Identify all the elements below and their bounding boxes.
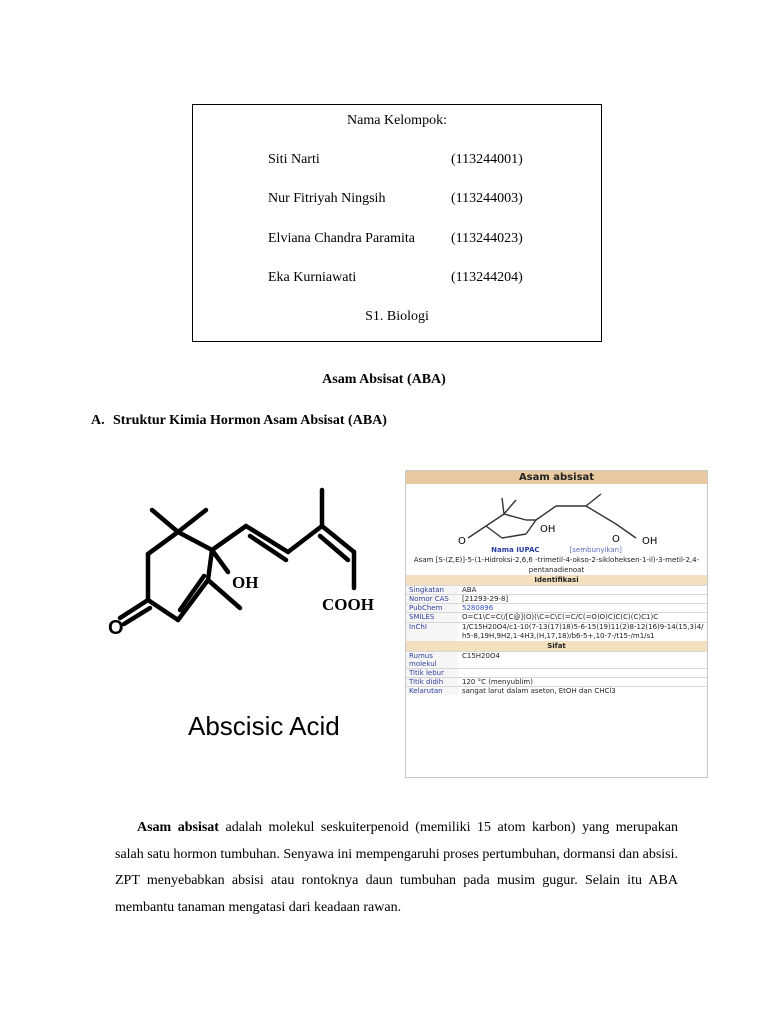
member-id: (113244003) <box>451 191 523 206</box>
info-row <box>406 612 707 622</box>
section-title: Struktur Kimia Hormon Asam Absisat (ABA) <box>113 413 387 428</box>
paragraph-text: adalah molekul seskuiterpenoid (memiliki 15 atom karbon) yang merupakan salah satu hormon tumbuhan. Senyawa ini mempengaruhi proses pertumbuhan, dormansi dan absisi. ZPT menyebabkan absisi atau rontoknya daun tumbuhan pada musim gugur. Selain itu ABA membantu tanaman mengatasi dari keadaan rawan. <box>115 820 679 915</box>
infobox-oh-mid: OH <box>540 524 556 535</box>
info-row <box>406 594 707 603</box>
info-key: Titik didih <box>406 678 458 686</box>
info-key: PubChem <box>406 604 458 612</box>
member-row <box>268 152 523 168</box>
member-id: (113244023) <box>451 231 523 246</box>
info-row <box>406 686 707 695</box>
infobox-o-left: O <box>458 536 466 546</box>
paragraph-bold-lead: Asam absisat <box>137 820 219 835</box>
info-key: Titik lebur <box>406 669 458 677</box>
program-label: S1. Biologi <box>365 309 429 324</box>
info-key: SMILES <box>406 613 458 622</box>
member-id: (113244001) <box>451 152 523 167</box>
member-name: Eka Kurniawati <box>268 270 357 285</box>
iupac-heading <box>406 546 707 555</box>
section-heading <box>91 413 387 429</box>
info-row <box>406 651 707 668</box>
identification-heading: Identifikasi <box>406 575 707 585</box>
iupac-label: Nama IUPAC <box>491 546 540 554</box>
info-value: sangat larut dalam aseton, EtOH dan CHCl3 <box>462 687 616 695</box>
figure-caption: Abscisic Acid <box>188 711 340 741</box>
member-name: Siti Narti <box>268 152 320 167</box>
ketone-o-label: O <box>108 617 124 639</box>
infobox-molecule <box>406 484 707 546</box>
member-row <box>268 191 523 207</box>
body-paragraph <box>115 815 678 921</box>
member-row <box>268 270 523 286</box>
group-box <box>192 104 602 342</box>
info-value <box>458 669 707 677</box>
info-row <box>406 668 707 677</box>
info-value: C15H20O4 <box>462 652 500 660</box>
info-row <box>406 585 707 594</box>
document-title: Asam Absisat (ABA) <box>322 372 446 387</box>
info-key: Singkatan <box>406 586 458 594</box>
info-key: Rumus molekul <box>406 652 458 668</box>
infobox <box>405 470 708 778</box>
hydroxyl-label: OH <box>232 573 259 592</box>
info-key: InChI <box>406 623 458 641</box>
member-name: Nur Fitriyah Ningsih <box>268 191 386 206</box>
member-row <box>268 231 523 247</box>
info-value: [21293-29-8] <box>462 595 509 603</box>
infobox-o-right: O <box>612 534 620 545</box>
infobox-structure-drawing <box>406 484 709 546</box>
info-key: Nomor CAS <box>406 595 458 603</box>
info-key: Kelarutan <box>406 687 458 695</box>
aba-structure-figure <box>100 470 400 750</box>
info-value: O=C1\C=C(/[C@](O)(\C=C\C(=C/C(=O)O)C)C(C)(C)C1)C <box>462 613 659 621</box>
info-value: 120 °C (menyublim) <box>462 678 533 686</box>
info-row <box>406 603 707 612</box>
pubchem-link[interactable]: 5280896 <box>462 604 494 612</box>
info-row <box>406 677 707 686</box>
infobox-oh-right: OH <box>642 536 658 546</box>
carboxyl-label: COOH <box>322 595 374 614</box>
properties-heading: Sifat <box>406 641 707 651</box>
info-row <box>406 622 707 641</box>
aba-structure-drawing <box>100 470 400 750</box>
member-name: Elviana Chandra Paramita <box>268 231 415 246</box>
group-title: Nama Kelompok: <box>347 113 447 128</box>
member-id: (113244204) <box>451 270 523 285</box>
iupac-value: Asam [S-(Z,E)]-5-(1-Hidroksi-2,6,6 -trimetil-4-okso-2-sikloheksen-1-il)-3-metil-2,4-pentanadienoat <box>413 556 700 574</box>
iupac-toggle-link[interactable]: [sembunyikan] <box>569 546 622 554</box>
section-letter: A. <box>91 413 105 428</box>
infobox-title: Asam absisat <box>406 471 707 484</box>
info-value: ABA <box>462 586 477 594</box>
info-value: 1/C15H20O4/c1-10(7-13(17)18)5-6-15(19)11(2)8-12(16)9-14(15,3)4/h5-8,19H,9H2,1-4H3,(H,17,18)/b6-5+,10-7-/t15-/m1/s1 <box>462 623 704 640</box>
